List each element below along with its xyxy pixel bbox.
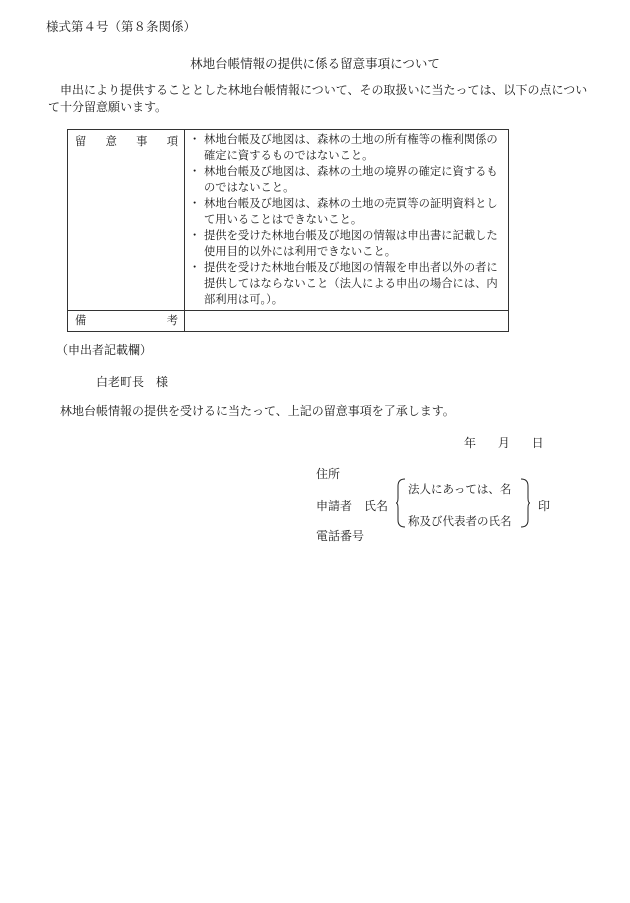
seal-mark: 印: [538, 499, 551, 513]
notes-label-char: 留: [75, 135, 87, 148]
notes-label-char: 項: [166, 135, 178, 148]
notes-table: [67, 129, 509, 332]
notes-label: [75, 133, 178, 149]
remarks-label-char: 考: [166, 314, 178, 327]
remarks-label: [75, 312, 178, 328]
applicant-section-heading: （申出者記載欄）: [56, 343, 153, 357]
intro-paragraph: 申出により提供することとした林地台帳情報について、その取扱いに当たっては、以下の点について十分留意願います。: [48, 83, 588, 114]
notes-row: [68, 130, 509, 311]
corporation-note-line2: 称及び代表者の氏名: [408, 514, 512, 528]
note-item: ・ 林地台帳及び地図は、森林の土地の境界の確定に資するものではないこと。: [191, 164, 504, 196]
remarks-row: [68, 311, 509, 332]
applicant-name-label: 申請者 氏名: [316, 499, 389, 513]
notes-label-char: 事: [136, 135, 148, 148]
remarks-label-cell: [68, 311, 185, 332]
right-bracket-icon: [520, 478, 530, 528]
acknowledgement-text: 林地台帳情報の提供を受けるに当たって、上記の留意事項を了承します。: [60, 404, 455, 418]
remarks-value-cell[interactable]: [185, 311, 509, 332]
addressee: 白老町長 様: [96, 375, 169, 389]
form-number: 様式第４号（第８条関係）: [46, 19, 197, 34]
notes-label-cell: [68, 130, 185, 311]
note-item: ・ 林地台帳及び地図は、森林の土地の売買等の証明資料として用いることはできないこと。: [191, 196, 504, 228]
note-item: ・ 提供を受けた林地台帳及び地図の情報は申出書に記載した使用目的以外には利用できないこと。: [191, 228, 504, 260]
notes-content-cell: [185, 130, 509, 311]
address-label: 住所: [316, 467, 341, 481]
note-item: ・ 提供を受けた林地台帳及び地図の情報を申出者以外の者に提供してはならないこと（法人による申出の場合には、内部利用は可。）。: [191, 260, 504, 308]
phone-label: 電話番号: [316, 529, 365, 543]
date-field[interactable]: 年 月 日: [464, 436, 544, 450]
remarks-label-char: 備: [75, 314, 87, 327]
document-title: 林地台帳情報の提供に係る留意事項について: [190, 56, 440, 71]
corporation-note-line1: 法人にあっては、名: [408, 482, 512, 496]
left-bracket-icon: [396, 478, 406, 528]
notes-label-char: 意: [105, 135, 117, 148]
note-item: ・ 林地台帳及び地図は、森林の土地の所有権等の権利関係の確定に資するものではないこと。: [191, 132, 504, 164]
